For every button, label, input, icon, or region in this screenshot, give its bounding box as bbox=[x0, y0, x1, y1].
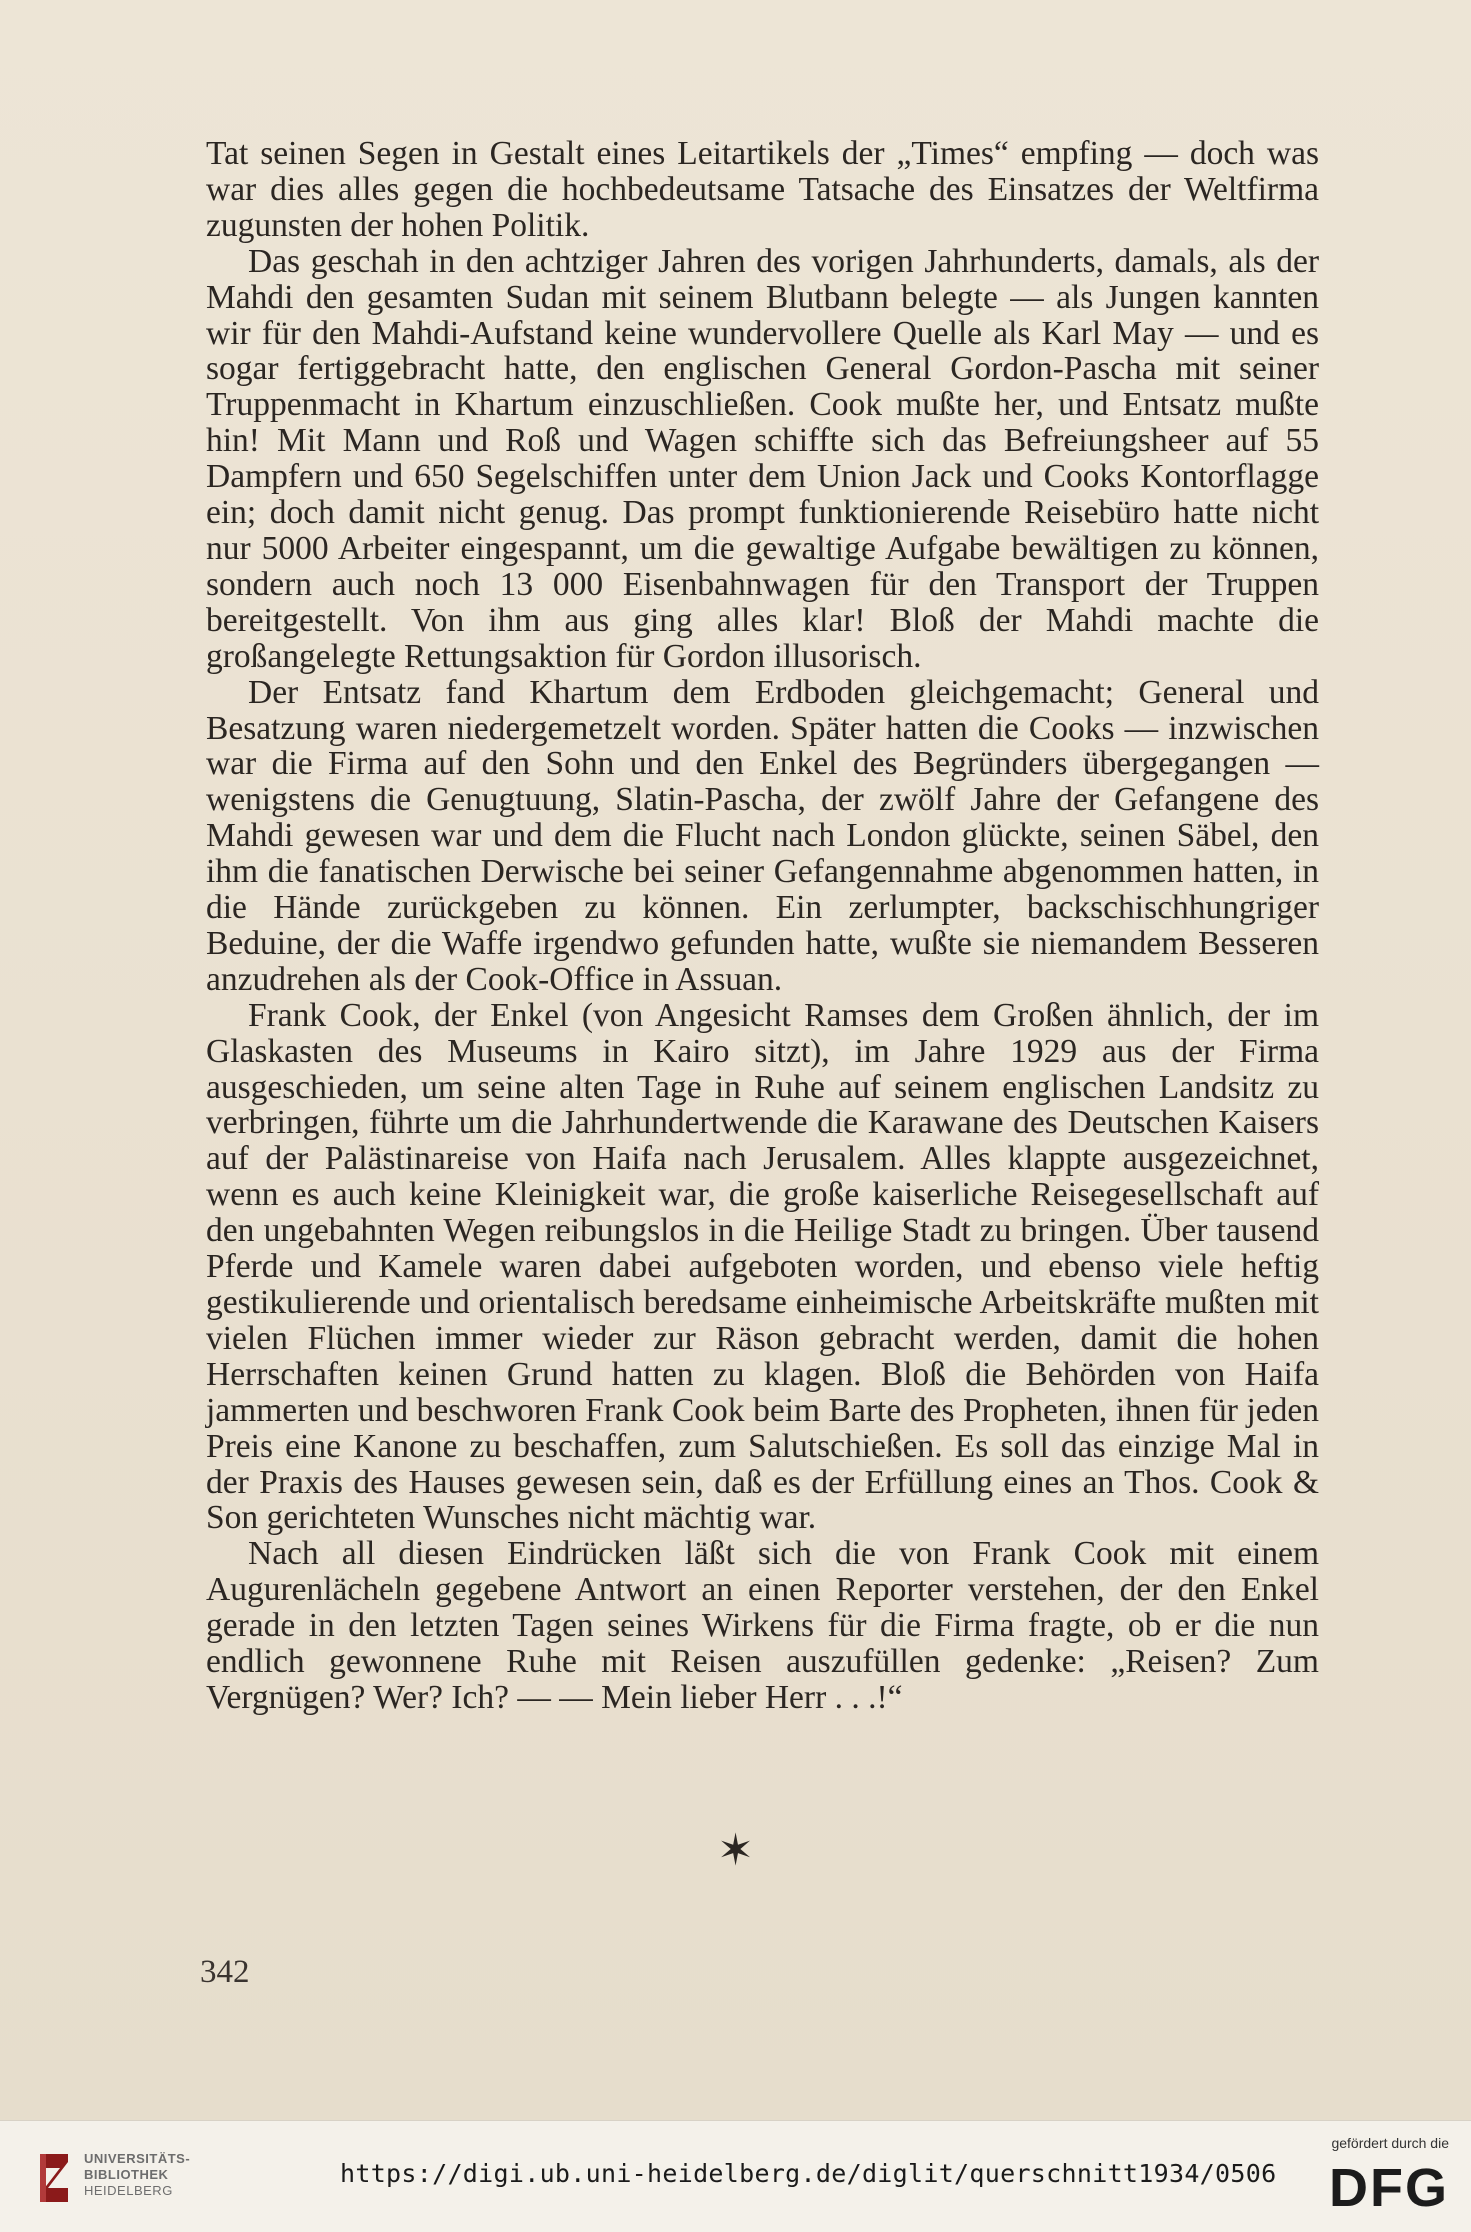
paragraph-4: Frank Cook, der Enkel (von Angesicht Ramses dem Großen ähnlich, der im Glaskasten des Museums in Kairo sitzt), im Jahre 1929 aus der Firma ausgeschieden, um seine alten Tage in Ruhe auf seinem englischen Landsitz zu verbringen, führte um die Jahrhundertwende die Karawane des Deutschen Kaisers auf der Palästinareise von Haifa nach Jerusalem. Alles klappte ausgezeichnet, wenn es auch keine Kleinigkeit war, die große kaiserliche Reisegesellschaft auf den ungebahnten Wegen reibungslos in die Heilige Stadt zu bringen. Über tausend Pferde und Kamele waren dabei aufgeboten worden, und ebenso viele heftig gestikulierende und orientalisch beredsame einheimische Arbeitskräfte mußten mit vielen Flüchen immer wieder zur Räson gebracht werden, damit die hohen Herrschaften keinen Grund hatten zu klagen. Bloß die Behörden von Haifa jammerten und beschworen Frank Cook beim Barte des Propheten, ihnen für jeden Preis eine Kanone zu beschaffen, zum Salutschießen. Es soll das einzige Mal in der Praxis des Hauses gewesen sein, daß es der Erfüllung eines an Thos. Cook & Son gerichteten Wunsches nicht mächtig war. bbox=[206, 996, 1319, 1537]
university-library-name bbox=[84, 2151, 190, 2199]
viewer-footer bbox=[0, 2120, 1471, 2232]
library-name-line-3: HEIDELBERG bbox=[84, 2183, 173, 2198]
library-name-line-2: BIBLIOTHEK bbox=[84, 2167, 169, 2182]
paragraph-5: Nach all diesen Eindrücken läßt sich die von Frank Cook mit einem Augurenlächeln gegebene Antwort an einen Reporter verstehen, der den Enkel gerade in den letzten Tagen seines Wirkens für die Firma fragte, ob er die nun endlich gewonnene Ruhe mit Reisen auszufüllen gedenke: „Reisen? Zum Vergnügen? Wer? Ich? — — Mein lieber Herr . . .!“ bbox=[206, 1535, 1319, 1716]
paragraph-3: Der Entsatz fand Khartum dem Erdboden gleichgemacht; General und Besatzung waren niedergemetzelt worden. Später hatten die Cooks — inzwischen war die Firma auf den Sohn und den Enkel des Begründers übergegangen — wenigstens die Genugtuung, Slatin-Pascha, der zwölf Jahre der Gefangene des Mahdi gewesen war und dem die Flucht nach London glückte, seinen Säbel, den ihm die fanatischen Derwische bei seiner Gefangennahme abgenommen hatten, in die Hände zurückgeben zu können. Ein zerlumpter, backschischhungriger Beduine, der die Waffe irgendwo gefunden hatte, wußte sie niemandem Besseren anzudrehen als der Cook-Office in Assuan. bbox=[206, 673, 1319, 998]
paragraph-2: Das geschah in den achtziger Jahren des vorigen Jahrhunderts, damals, als der Mahdi den gesamten Sudan mit seinem Blutbann belegte — als Jungen kannten wir für den Mahdi-Aufstand keine wundervollere Quelle als Karl May — und es sogar fertiggebracht hatte, den englischen General Gordon-Pascha mit seiner Truppenmacht in Khartum einzuschließen. Cook mußte her, und Entsatz mußte hin! Mit Mann und Roß und Wagen schiffte sich das Befreiungsheer auf 55 Dampfern und 650 Segelschiffen unter dem Union Jack und Cooks Kontorflagge ein; doch damit nicht genug. Das prompt funktionierende Reisebüro hatte nicht nur 5000 Arbeiter eingespannt, um die gewaltige Aufgabe bewältigen zu können, sondern auch noch 13 000 Eisenbahnwagen für den Transport der Truppen bereitgestellt. Von ihm aus ging alles klar! Bloß der Mahdi machte die großangelegte Rettungsaktion für Gordon illusorisch. bbox=[206, 242, 1319, 675]
library-name-line-1: UNIVERSITÄTS- bbox=[84, 2151, 191, 2166]
body-text bbox=[206, 136, 1319, 1716]
section-end-asterism: ✶ bbox=[717, 1825, 754, 1876]
university-library-logo-icon bbox=[36, 2148, 72, 2208]
permalink-url[interactable]: https://digi.ub.uni-heidelberg.de/diglit/querschnitt1934/0506 bbox=[340, 2159, 1277, 2188]
paragraph-1: Tat seinen Segen in Gestalt eines Leitartikels der „Times“ empfing — doch was war dies alles gegen die hochbedeutsame Tatsache des Einsatzes der Weltfirma zugunsten der hohen Politik. bbox=[206, 135, 1319, 244]
dfg-logo: DFG bbox=[1329, 2158, 1449, 2218]
page-number: 342 bbox=[200, 1954, 250, 1990]
funder-caption: gefördert durch die bbox=[1331, 2135, 1449, 2151]
